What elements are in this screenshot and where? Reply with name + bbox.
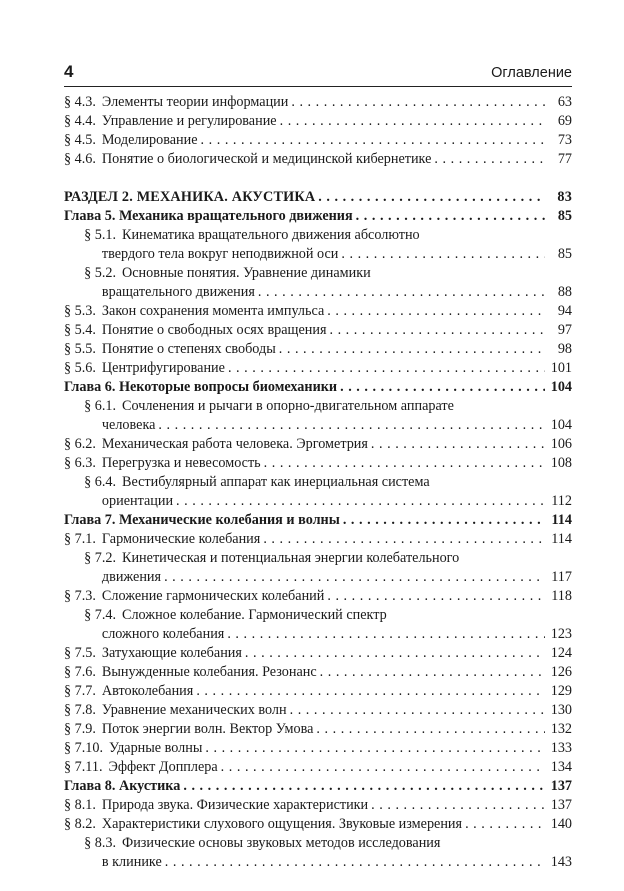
- toc-dot-leader: [201, 131, 545, 150]
- toc-page-number: 114: [551, 531, 572, 547]
- toc-section-entry: [64, 720, 572, 739]
- toc-chapter-entry: [64, 378, 572, 397]
- toc-page-number: 140: [550, 816, 572, 832]
- toc-section-row: [64, 131, 572, 150]
- toc-section-row: [64, 302, 572, 321]
- toc-page-number: 104: [550, 417, 572, 433]
- toc-dot-leader: [183, 777, 545, 796]
- toc-dot-leader: [320, 663, 545, 682]
- toc-page-number: 112: [551, 493, 572, 509]
- toc-chapter-title: Глава 6. Некоторые вопросы биомеханики: [64, 379, 338, 395]
- toc-section-entry: [64, 815, 572, 834]
- toc-section-title: Понятие о степенях свободы: [101, 341, 276, 357]
- toc-part-title: РАЗДЕЛ 2. МЕХАНИКА. АКУСТИКА: [64, 189, 316, 205]
- toc-section-title: Сложение гармонических колебаний: [101, 588, 325, 604]
- toc-section-number: § 6.2.: [64, 436, 96, 452]
- page-number: 4: [64, 62, 74, 81]
- toc-section-title: вращательного движения: [101, 284, 255, 300]
- toc-section-row: [64, 549, 572, 568]
- toc-section-entry: [64, 587, 572, 606]
- toc-section-title: Эффект Допплера: [108, 759, 218, 775]
- toc-section-title: Физические основы звуковых методов исследования: [122, 835, 441, 851]
- toc-dot-leader: [264, 454, 545, 473]
- toc-section-number: § 8.2.: [64, 816, 96, 832]
- toc-section-number: § 4.3.: [64, 94, 96, 110]
- toc-section-title: ориентации: [101, 493, 174, 509]
- toc-page-number: 106: [550, 436, 572, 452]
- toc-section-title: Ударные волны: [109, 740, 203, 756]
- toc-section-row: [64, 454, 572, 473]
- toc-page-number: 124: [550, 645, 572, 661]
- toc-dot-leader: [465, 815, 545, 834]
- toc-section-title: Гармонические колебания: [101, 531, 261, 547]
- toc-section-entry: [64, 758, 572, 777]
- toc-dot-leader: [340, 378, 545, 397]
- toc-section-number: § 7.3.: [64, 588, 96, 604]
- toc-section-title: Закон сохранения момента импульса: [101, 303, 325, 319]
- toc-page-number: 83: [557, 189, 572, 205]
- toc-section-title: Уравнение механических волн: [101, 702, 287, 718]
- toc-page-number: 129: [550, 683, 572, 699]
- toc-page-number: 123: [550, 626, 572, 642]
- toc-dot-leader: [356, 207, 545, 226]
- toc-section-number: § 5.1.: [84, 227, 116, 243]
- toc-dot-leader: [205, 739, 545, 758]
- toc-section-entry: [64, 644, 572, 663]
- toc-section-row: [64, 150, 572, 169]
- toc-page-number: 98: [557, 341, 572, 357]
- toc-section-number: § 6.4.: [84, 474, 116, 490]
- toc-section-entry: [64, 93, 572, 112]
- toc-chapter-title: Глава 8. Акустика: [64, 778, 181, 794]
- toc-section-number: § 6.3.: [64, 455, 96, 471]
- toc-section-number: § 4.4.: [64, 113, 96, 129]
- toc-dot-leader: [290, 701, 545, 720]
- toc-section-title: Вестибулярный аппарат как инерциальная система: [122, 474, 430, 490]
- toc-section-entry: [64, 321, 572, 340]
- toc-section-number: § 7.4.: [84, 607, 116, 623]
- toc-dot-leader: [245, 644, 545, 663]
- toc-section-entry: [64, 340, 572, 359]
- toc-section-entry: [64, 397, 572, 435]
- toc-section-number: § 7.10.: [64, 740, 104, 756]
- toc-dot-leader: [327, 302, 545, 321]
- toc-section-row: [64, 226, 572, 245]
- toc-section-title: Вынужденные колебания. Резонанс: [101, 664, 317, 680]
- toc-chapter-title: Глава 5. Механика вращательного движения: [64, 208, 353, 224]
- toc-section-number: § 5.5.: [64, 341, 96, 357]
- toc-section-number: § 7.11.: [64, 759, 103, 775]
- toc-chapter-title: Глава 7. Механические колебания и волны: [64, 512, 340, 528]
- toc-section-number: § 6.1.: [84, 398, 116, 414]
- toc-page-number: 130: [550, 702, 572, 718]
- toc-dot-leader: [258, 283, 545, 302]
- toc-section-title: Кинетическая и потенциальная энергии колебательного: [122, 550, 460, 566]
- toc-section-number: § 7.8.: [64, 702, 96, 718]
- toc-section-title: Кинематика вращательного движения абсолютно: [122, 227, 420, 243]
- toc-section-title: Перегрузка и невесомость: [101, 455, 261, 471]
- toc-section-row: [64, 834, 572, 853]
- toc-section-number: § 7.5.: [64, 645, 96, 661]
- toc-section-row: [64, 397, 572, 416]
- toc-section-row: [64, 815, 572, 834]
- toc-section-title: движения: [101, 569, 162, 585]
- toc-section-entry: [64, 150, 572, 169]
- toc-page-number: 118: [551, 588, 572, 604]
- toc-dot-leader: [291, 93, 545, 112]
- toc-section-title: Понятие о биологической и медицинской кибернетике: [101, 151, 432, 167]
- toc-page-number: 85: [557, 208, 572, 224]
- header-rule: [64, 86, 572, 87]
- toc-section-entry: [64, 112, 572, 131]
- toc-dot-leader: [343, 511, 545, 530]
- toc-page-number: 88: [557, 284, 572, 300]
- toc-section-entry: [64, 606, 572, 644]
- toc-page-number: 104: [550, 379, 572, 395]
- toc-section-number: § 7.7.: [64, 683, 96, 699]
- toc-chapter-row: [64, 378, 572, 397]
- toc-part-row: [64, 188, 572, 207]
- toc-section-entry: [64, 739, 572, 758]
- toc-page-number: 97: [557, 322, 572, 338]
- toc-dot-leader: [318, 188, 545, 207]
- toc-page-number: 137: [550, 797, 572, 813]
- toc-page-number: 101: [550, 360, 572, 376]
- toc-section-row: [64, 796, 572, 815]
- toc-section-row: [64, 530, 572, 549]
- toc-chapter-entry: [64, 511, 572, 530]
- toc-dot-leader: [434, 150, 545, 169]
- toc-page-number: 69: [557, 113, 572, 129]
- toc-section-entry: [64, 435, 572, 454]
- toc-section-title: Автоколебания: [101, 683, 194, 699]
- toc-section-entry: [64, 549, 572, 587]
- toc-chapter-entry: [64, 777, 572, 796]
- toc-dot-leader: [329, 321, 545, 340]
- toc-section-row: [64, 720, 572, 739]
- toc-chapter-entry: [64, 207, 572, 226]
- toc-dot-leader: [371, 796, 545, 815]
- toc-page-number: 63: [557, 94, 572, 110]
- toc-section-title: Моделирование: [101, 132, 198, 148]
- toc-section-number: § 7.6.: [64, 664, 96, 680]
- toc-section-entry: [64, 473, 572, 511]
- toc-section-entry: [64, 454, 572, 473]
- toc-section-title: Характеристики слухового ощущения. Звуковые измерения: [101, 816, 463, 832]
- toc-section-number: § 5.3.: [64, 303, 96, 319]
- toc-section-row: [64, 644, 572, 663]
- toc-section-row: [64, 264, 572, 283]
- toc-section-row: [64, 568, 572, 587]
- toc-section-row: [64, 587, 572, 606]
- toc-section-title: Понятие о свободных осях вращения: [101, 322, 327, 338]
- toc-section-title: Затухающие колебания: [101, 645, 242, 661]
- toc-part-entry: [64, 188, 572, 207]
- toc-chapter-row: [64, 511, 572, 530]
- toc-section-row: [64, 492, 572, 511]
- toc-dot-leader: [158, 416, 545, 435]
- toc-page-number: 85: [557, 246, 572, 262]
- toc-section-row: [64, 853, 572, 872]
- toc-section-entry: [64, 834, 572, 872]
- toc-dot-leader: [176, 492, 545, 511]
- toc-section-row: [64, 473, 572, 492]
- toc-section-number: § 7.2.: [84, 550, 116, 566]
- toc-section-title: Основные понятия. Уравнение динамики: [122, 265, 371, 281]
- toc-spacer: [64, 169, 572, 188]
- toc-section-entry: [64, 131, 572, 150]
- toc-section-entry: [64, 701, 572, 720]
- page-header: [64, 62, 572, 82]
- toc-section-number: § 7.1.: [64, 531, 96, 547]
- toc-page-number: 114: [551, 512, 572, 528]
- toc-section-number: § 5.2.: [84, 265, 116, 281]
- toc-section-number: § 5.6.: [64, 360, 96, 376]
- toc-section-entry: [64, 663, 572, 682]
- toc-section-title: Поток энергии волн. Вектор Умова: [101, 721, 314, 737]
- toc-section-row: [64, 321, 572, 340]
- toc-section-title: сложного колебания: [101, 626, 225, 642]
- toc-dot-leader: [228, 359, 545, 378]
- toc-section-title: твердого тела вокруг неподвижной оси: [101, 246, 339, 262]
- toc-dot-leader: [341, 245, 545, 264]
- toc-page-number: 132: [550, 721, 572, 737]
- toc-page-number: 77: [557, 151, 572, 167]
- toc-section-number: § 7.9.: [64, 721, 96, 737]
- toc-section-number: § 4.6.: [64, 151, 96, 167]
- toc-dot-leader: [263, 530, 545, 549]
- toc-page-number: 108: [550, 455, 572, 471]
- toc-section-entry: [64, 682, 572, 701]
- toc-dot-leader: [196, 682, 545, 701]
- toc-dot-leader: [280, 112, 545, 131]
- toc-section-row: [64, 663, 572, 682]
- toc-page-number: 73: [557, 132, 572, 148]
- toc-section-title: человека: [101, 417, 156, 433]
- toc-dot-leader: [279, 340, 545, 359]
- toc-section-title: Центрифугирование: [101, 360, 225, 376]
- toc-section-title: Сочленения и рычаги в опорно-двигательном аппарате: [122, 398, 454, 414]
- toc-section-row: [64, 435, 572, 454]
- running-title: Оглавление: [491, 65, 572, 81]
- toc-section-title: Элементы теории информации: [101, 94, 289, 110]
- toc-dot-leader: [227, 625, 545, 644]
- toc-page-number: 134: [550, 759, 572, 775]
- toc-chapter-row: [64, 207, 572, 226]
- toc-dot-leader: [221, 758, 545, 777]
- toc-page-number: 117: [551, 569, 572, 585]
- toc-page-number: 133: [550, 740, 572, 756]
- toc-section-title: Сложное колебание. Гармонический спектр: [122, 607, 387, 623]
- toc-section-title: в клинике: [101, 854, 162, 870]
- toc-dot-leader: [327, 587, 545, 606]
- toc-dot-leader: [165, 853, 545, 872]
- toc-dot-leader: [371, 435, 545, 454]
- toc-section-row: [64, 245, 572, 264]
- toc-section-number: § 4.5.: [64, 132, 96, 148]
- toc-section-row: [64, 625, 572, 644]
- toc-section-title: Механическая работа человека. Эргометрия: [101, 436, 368, 452]
- toc-section-entry: [64, 226, 572, 264]
- toc-section-number: § 8.3.: [84, 835, 116, 851]
- toc-section-entry: [64, 359, 572, 378]
- toc-section-entry: [64, 264, 572, 302]
- toc-section-row: [64, 112, 572, 131]
- toc-section-entry: [64, 302, 572, 321]
- toc-section-row: [64, 93, 572, 112]
- toc-section-row: [64, 359, 572, 378]
- toc-section-row: [64, 682, 572, 701]
- toc-section-title: Природа звука. Физические характеристики: [101, 797, 369, 813]
- toc-section-number: § 5.4.: [64, 322, 96, 338]
- toc-page-number: 94: [557, 303, 572, 319]
- toc-page-number: 137: [550, 778, 572, 794]
- toc-dot-leader: [316, 720, 545, 739]
- toc-section-row: [64, 283, 572, 302]
- toc-page-number: 143: [550, 854, 572, 870]
- toc-page-number: 126: [550, 664, 572, 680]
- toc-chapter-row: [64, 777, 572, 796]
- toc-section-row: [64, 701, 572, 720]
- table-of-contents: [64, 93, 572, 872]
- toc-section-number: § 8.1.: [64, 797, 96, 813]
- toc-section-row: [64, 340, 572, 359]
- toc-section-entry: [64, 796, 572, 815]
- toc-section-title: Управление и регулирование: [101, 113, 277, 129]
- toc-dot-leader: [164, 568, 545, 587]
- toc-section-row: [64, 606, 572, 625]
- toc-section-row: [64, 758, 572, 777]
- toc-section-row: [64, 416, 572, 435]
- toc-section-row: [64, 739, 572, 758]
- toc-section-entry: [64, 530, 572, 549]
